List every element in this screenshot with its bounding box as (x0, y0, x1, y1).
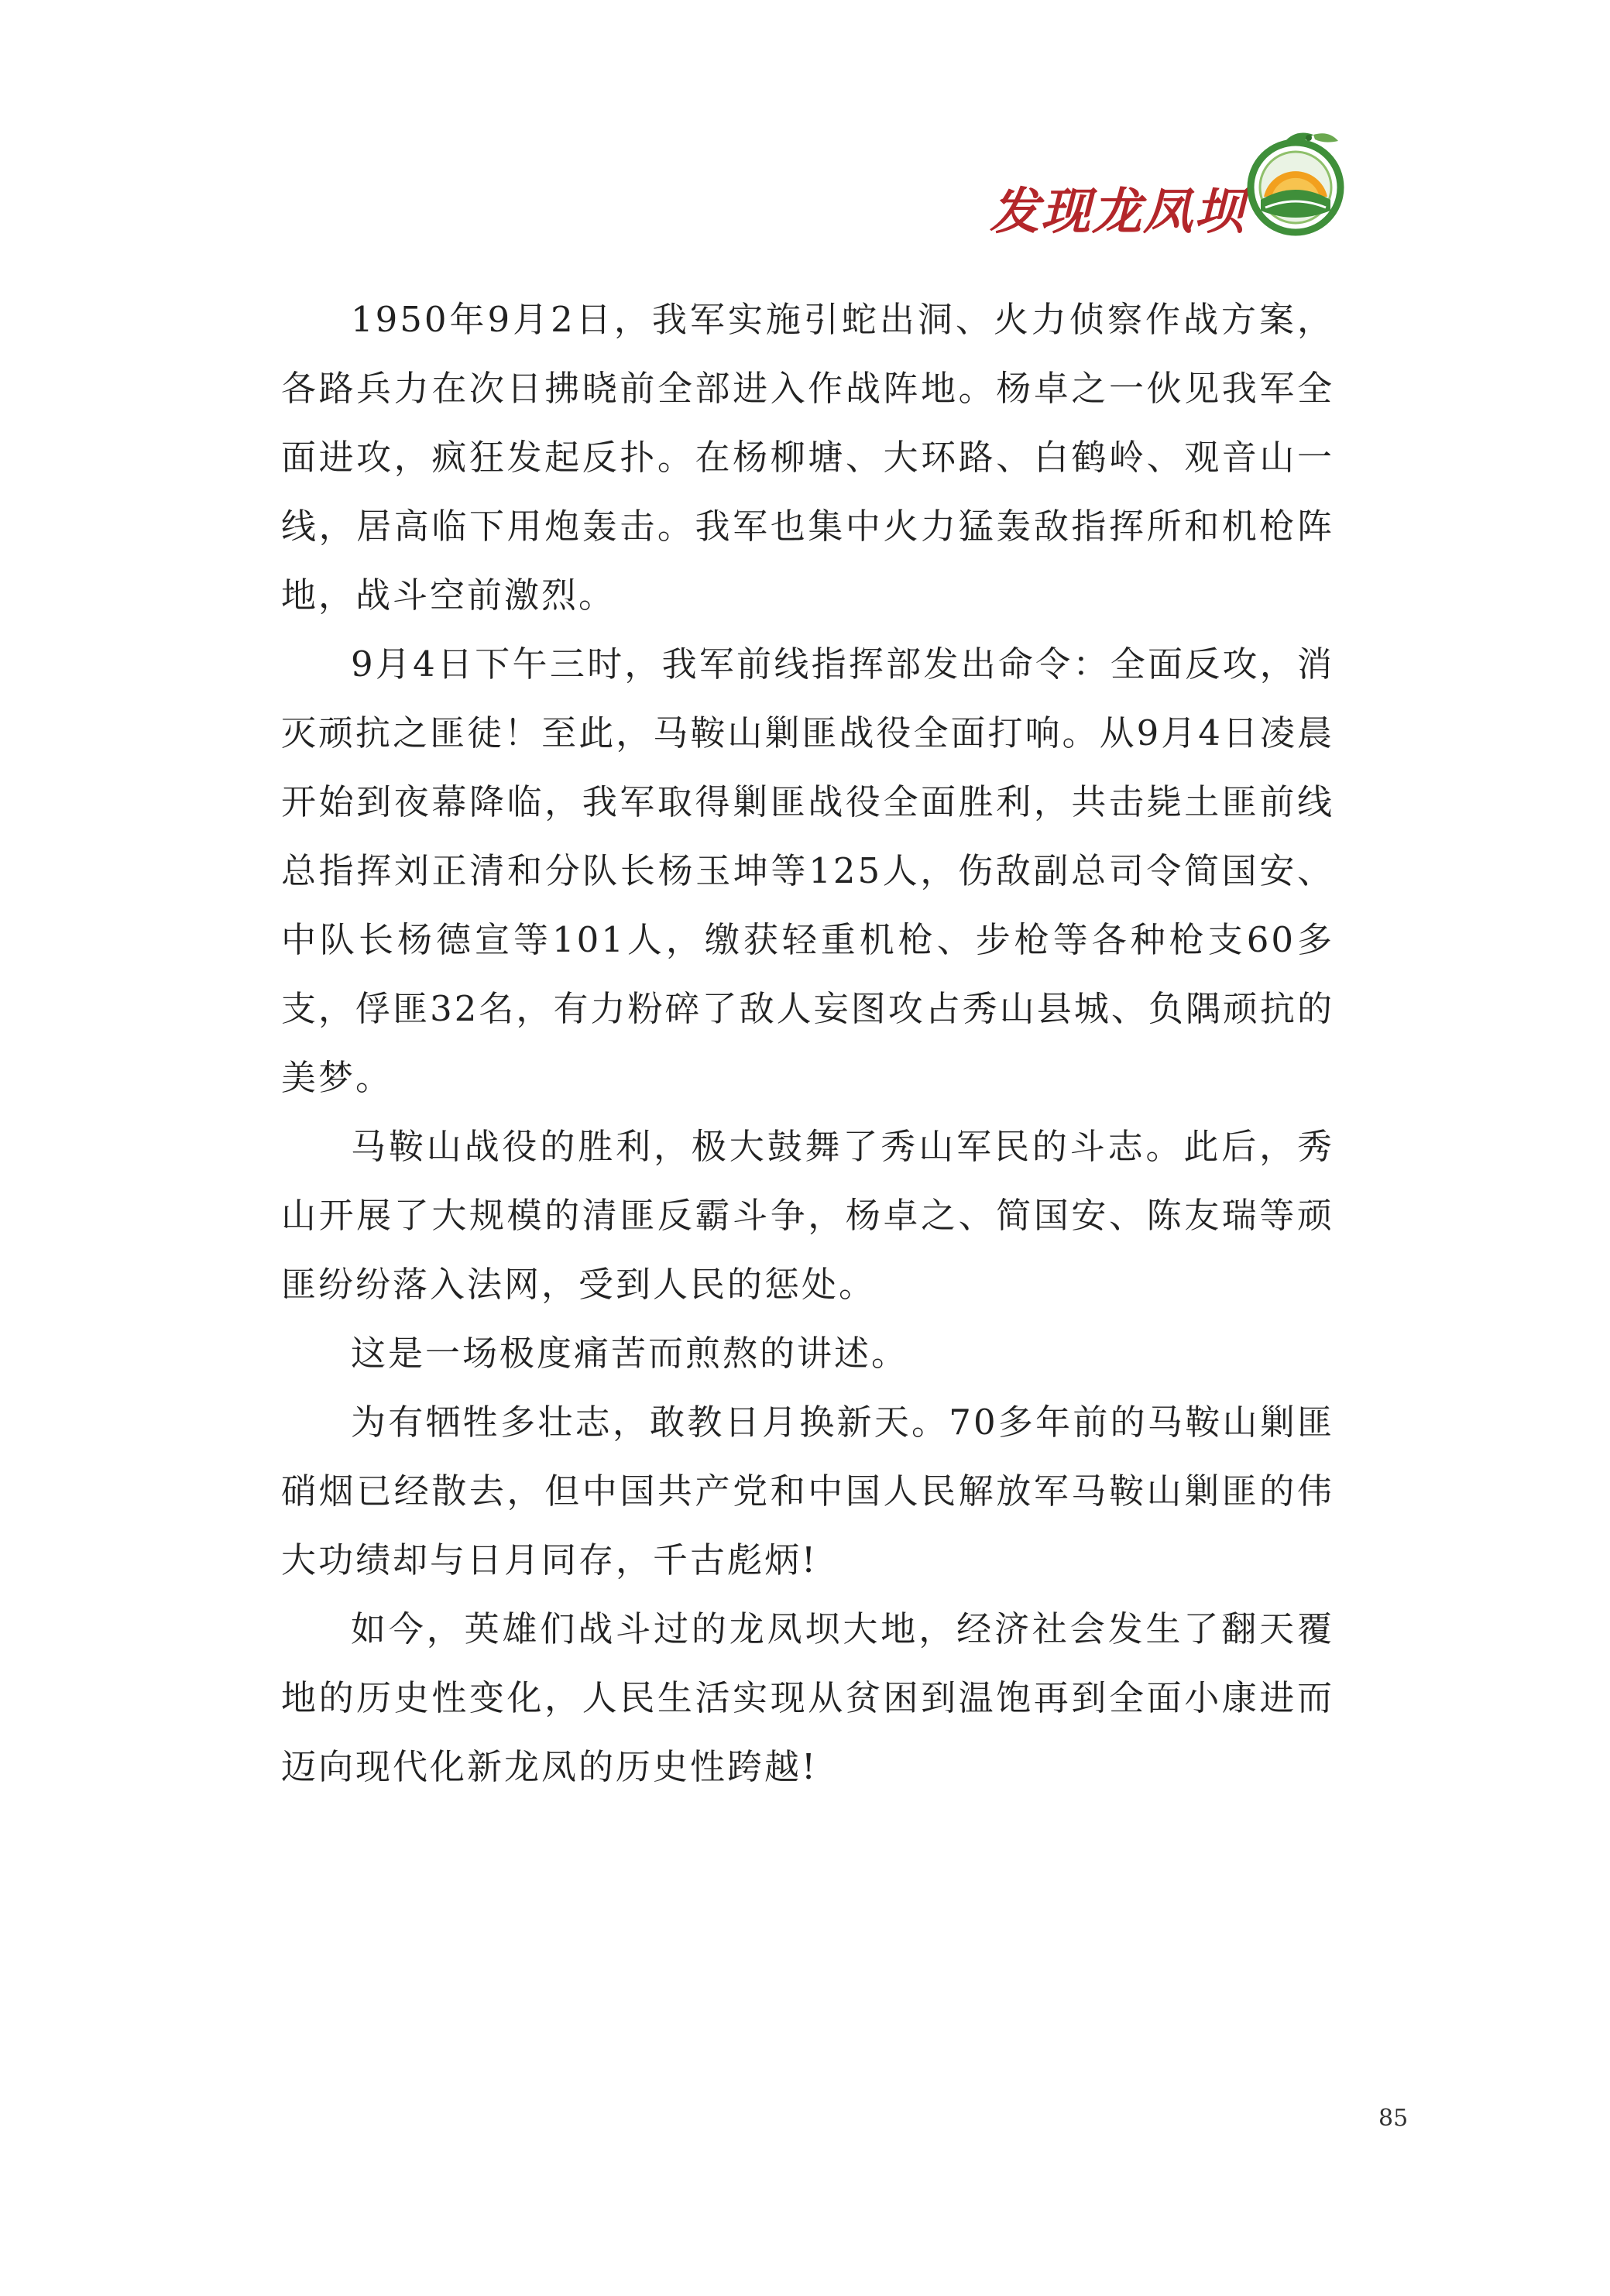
paragraph: 这是一场极度痛苦而煎熬的讲述。 (351, 1333, 909, 1374)
emblem-icon (1238, 125, 1354, 242)
paragraph: 9月4日下午三时，我军前线指挥部发出命令：全面反攻，消灭顽抗之匪徒！至此，马鞍山剿匪战役全面打响。从9月4日凌晨开始到夜幕降临，我军取得剿匪战役全面胜利，共击毙土匪前线总指挥刘正清和分队长杨玉坤等125人，伤敌副总司令简国安、中队长杨德宣等101人，缴获轻重机枪、步枪等各种枪支60多支，俘匪32名，有力粉碎了敌人妄图攻占秀山县城、负隅顽抗的美梦。 (281, 643, 1334, 1098)
page-number: 85 (1378, 2105, 1409, 2132)
paragraph: 1950年9月2日，我军实施引蛇出洞、火力侦察作战方案，各路兵力在次日拂晓前全部进入作战阵地。杨卓之一伙见我军全面进攻，疯狂发起反扑。在杨柳塘、大环路、白鹤岭、观音山一线，居高临下用炮轰击。我军也集中火力猛轰敌指挥所和机枪阵地，战斗空前激烈。 (281, 299, 1334, 616)
paragraph: 如今，英雄们战斗过的龙凤坝大地，经济社会发生了翻天覆地的历史性变化，人民生活实现从贫困到温饱再到全面小康进而迈向现代化新龙凤的历史性跨越! (281, 1608, 1334, 1787)
article-body (281, 285, 1334, 1801)
paragraph: 马鞍山战役的胜利，极大鼓舞了秀山军民的斗志。此后，秀山开展了大规模的清匪反霸斗争，杨卓之、简国安、陈友瑞等顽匪纷纷落入法网，受到人民的惩处。 (281, 1126, 1334, 1305)
header-title: 发现龙凤坝 (990, 184, 1245, 241)
paragraph: 为有牺牲多壮志，敢教日月换新天。70多年前的马鞍山剿匪硝烟已经散去，但中国共产党和中国人民解放军马鞍山剿匪的伟大功绩却与日月同存，千古彪炳! (281, 1402, 1334, 1580)
page-header (984, 124, 1355, 248)
